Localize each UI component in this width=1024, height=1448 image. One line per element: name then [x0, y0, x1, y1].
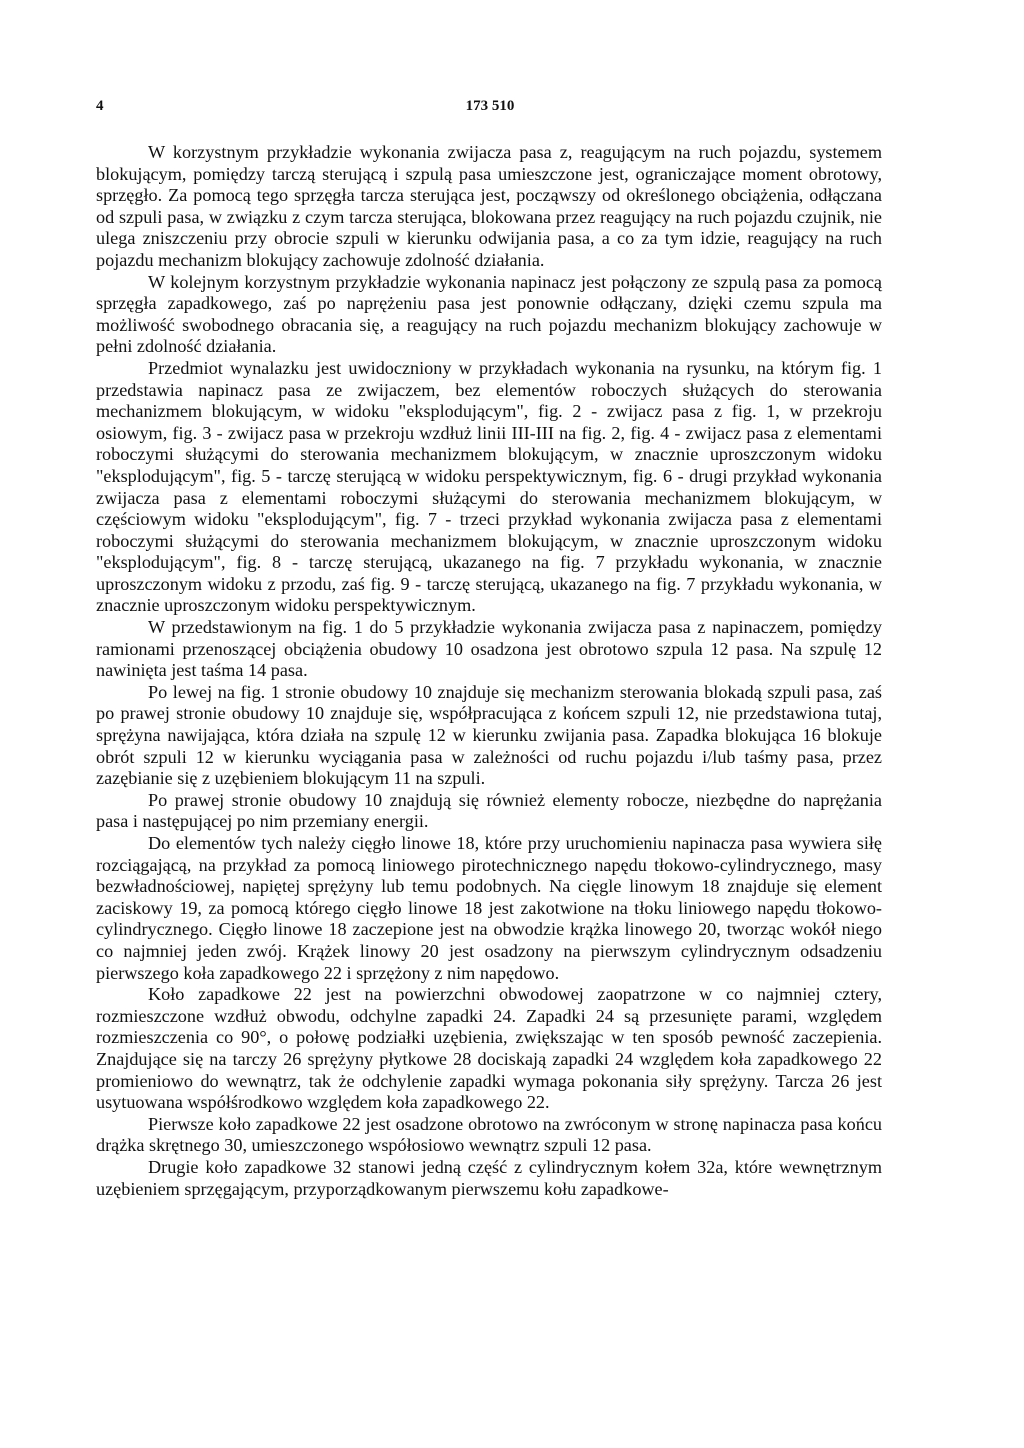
paragraph: Drugie koło zapadkowe 32 stanowi jedną część z cylindrycznym kołem 32a, które wewnętrznym uzębieniem sprzęgającym, przyporządkowanym pierwszemu kołu zapadkowe-	[96, 1156, 882, 1199]
page-header	[96, 98, 884, 120]
paragraph: Po lewej na fig. 1 stronie obudowy 10 znajduje się mechanizm sterowania blokadą szpuli pasa, zaś po prawej stronie obudowy 10 znajduje się, współpracująca z końcem szpuli 12, nie przedstawiona tutaj, sprężyna nawijająca, która działa na szpulę 12 w kierunku zwijania pasa. Zapadka blokująca 16 blokuje obrót szpuli 12 w kierunku wyciągania pasa w zależności od ruchu pojazdu i/lub taśmy pasa, przez zazębianie się z uzębieniem blokującym 11 na szpuli.	[96, 681, 882, 789]
paragraph: Po prawej stronie obudowy 10 znajdują się również elementy robocze, niezbędne do naprężania pasa i następującej po nim przemiany energii.	[96, 789, 882, 832]
paragraph: Koło zapadkowe 22 jest na powierzchni obwodowej zaopatrzone w co najmniej cztery, rozmieszczone wzdłuż obwodu, odchylne zapadki 24. Zapadki 24 są przesunięte parami, względem rozmieszczenia co 90°, o połowę podziałki uzębienia, zwiększając w ten sposób pewność zaczepienia. Znajdujące się na tarczy 26 sprężyny płytkowe 28 dociskają zapadki 24 względem koła zapadkowego 22 promieniowo do wewnątrz, tak że odchylenie zapadki wymaga pokonania siły sprężyny. Tarcza 26 jest usytuowana współśrodkowo względem koła zapadkowego 22.	[96, 984, 882, 1113]
body-text	[96, 142, 882, 1200]
paragraph: Przedmiot wynalazku jest uwidoczniony w przykładach wykonania na rysunku, na którym fig. 1 przedstawia napinacz pasa ze zwijaczem, bez elementów roboczych służących do sterowania mechanizmem blokującym, w widoku "eksplodującym", fig. 2 - zwijacz pasa z fig. 1, w przekroju osiowym, fig. 3 - zwijacz pasa w przekroju wzdłuż linii III-III na fig. 2, fig. 4 - zwijacz pasa z elementami roboczymi służącymi do sterowania mechanizmem blokującym, w znacznie uproszczonym widoku "eksplodującym", fig. 5 - tarczę sterującą w widoku perspektywicznym, fig. 6 - drugi przykład wykonania zwijacza pasa z elementami roboczymi służącymi do sterowania mechanizmem blokującym, w częściowym widoku "eksplodującym", fig. 7 - trzeci przykład wykonania zwijacza pasa z elementami roboczymi służącymi do sterowania mechanizmem blokującym, w znacznie uproszczonym widoku "eksplodującym", fig. 8 - tarczę sterującą, ukazanego na fig. 7 przykładu wykonania, w znacznie uproszczonym widoku z przodu, zaś fig. 9 - tarczę sterującą, ukazanego na fig. 7 przykładu wykonania, w znacznie uproszczonym widoku perspektywicznym.	[96, 357, 882, 616]
paragraph: W korzystnym przykładzie wykonania zwijacza pasa z, reagującym na ruch pojazdu, systemem blokującym, pomiędzy tarczą sterującą i szpulą pasa umieszczone jest, ograniczające moment obrotowy, sprzęgło. Za pomocą tego sprzęgła tarcza sterująca jest, począwszy od określonego obciążenia, odłączana od szpuli pasa, w związku z czym tarcza sterująca, blokowana przez reagujący na ruch pojazdu czujnik, nie ulega zniszczeniu przy obrocie szpuli w kierunku odwijania pasa, a co za tym idzie, reagujący na ruch pojazdu mechanizm blokujący zachowuje zdolność działania.	[96, 142, 882, 270]
paragraph: Do elementów tych należy cięgło linowe 18, które przy uruchomieniu napinacza pasa wywiera siłę rozciągającą, na przykład za pomocą liniowego pirotechnicznego napędu tłokowo-cylindrycznego, masy bezwładnościowej, napiętej sprężyny lub temu podobnych. Na cięgle linowym 18 znajduje się element zaciskowy 19, za pomocą którego cięgło linowe 18 jest zakotwione na tłoku liniowego napędu tłokowo-cylindrycznego. Cięgło linowe 18 zaczepione jest na obwodzie krążka linowego 20, tworząc wokół niego co najmniej jeden zwój. Krążek linowy 20 jest osadzony na pierwszym cylindrycznym odsadzeniu pierwszego koła zapadkowego 22 i sprzężony z nim napędowo.	[96, 833, 882, 983]
patent-number: 173 510	[465, 98, 515, 114]
paragraph: W przedstawionym na fig. 1 do 5 przykładzie wykonania zwijacza pasa z napinaczem, pomiędzy ramionami przenoszącej obciążenia obudowy 10 osadzona jest obrotowo szpula 12 pasa. Na szpulę 12 nawinięta jest taśma 14 pasa.	[96, 617, 882, 681]
page-number: 4	[96, 98, 104, 114]
paragraph: W kolejnym korzystnym przykładzie wykonania napinacz jest połączony ze szpulą pasa za pomocą sprzęgła zapadkowego, zaś po naprężeniu pasa jest ponownie odłączany, dzięki czemu szpula ma możliwość swobodnego obracania się, a reagujący na ruch pojazdu mechanizm blokujący zachowuje w pełni zdolność działania.	[96, 271, 882, 357]
paragraph: Pierwsze koło zapadkowe 22 jest osadzone obrotowo na zwróconym w stronę napinacza pasa końcu drążka skrętnego 30, umieszczonego współosiowo wewnątrz szpuli 12 pasa.	[96, 1113, 882, 1156]
